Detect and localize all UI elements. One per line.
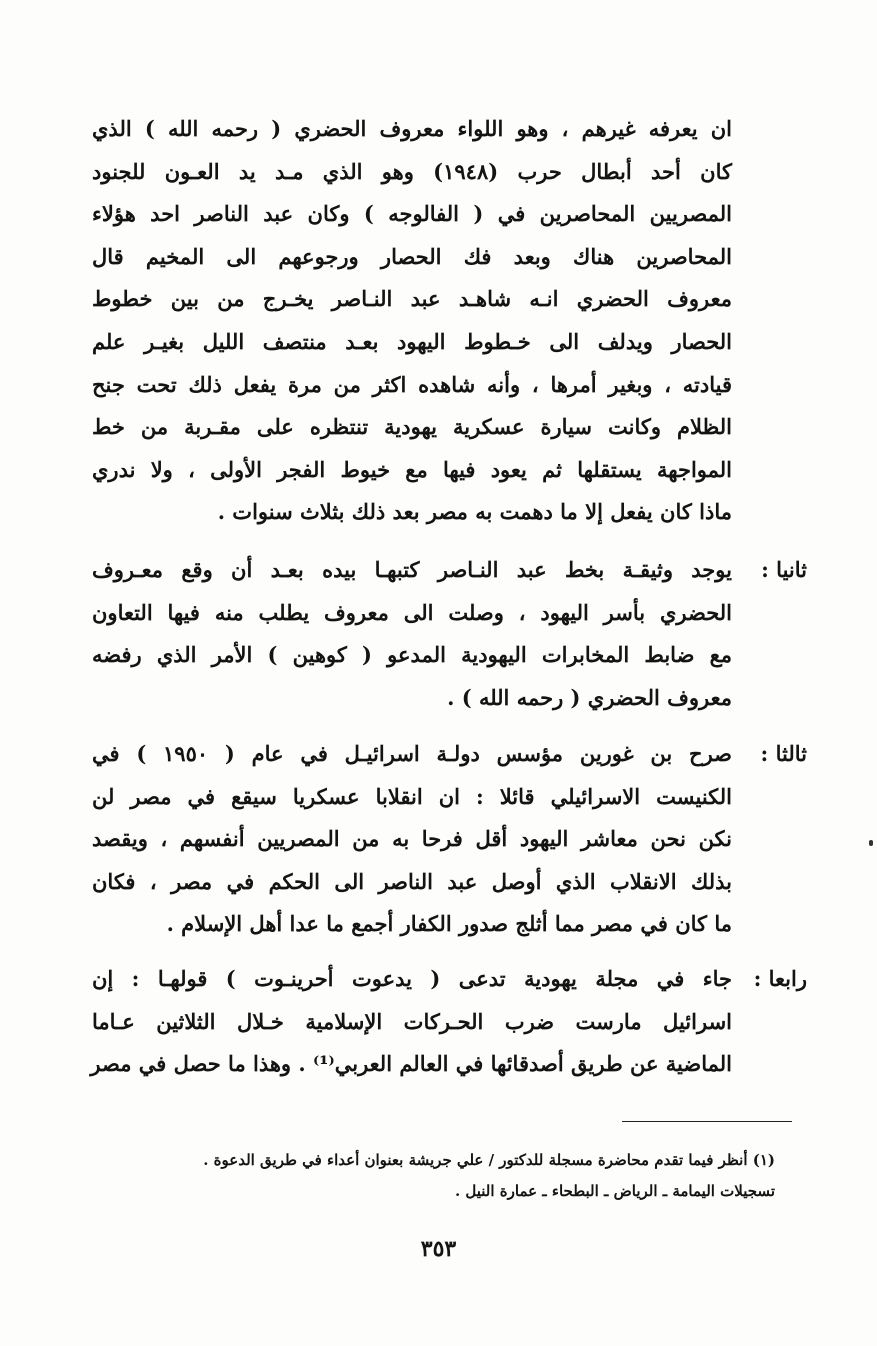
intro-paragraph (92, 108, 732, 534)
text-line: اسرائيل مارست ضرب الحـركات الإسلامية خـلال الثلاثين عـاما (92, 1008, 732, 1034)
text-line: معروف الحضري انـه شاهـد عبد النـاصر يخـرج من بين خطوط (92, 286, 732, 312)
text-line: مع ضابط المخابرات اليهودية المدعو ( كوهين ) الأمر الذي رفضه (92, 642, 732, 668)
text-line: الحصار ويدلف الى خـطوط اليهود بعـد منتصف الليل بغيـر علم (92, 328, 732, 354)
footnote-line: تسجيلات اليمامة ـ الرياض ـ البطحاء ـ عمارة النيل . (454, 1182, 775, 1200)
text-line: ما كان في مصر مما أثلج صدور الكفار أجمع ما عدا أهل الإسلام . (166, 911, 732, 937)
text-line: بذلك الانقلاب الذي أوصل عبد الناصر الى الحكم في مصر ، فكان (92, 868, 732, 894)
text-line: الماضية عن طريق أصدقائها في العالم العربي⁽¹⁾ . وهذا ما حصل في مصر (90, 1051, 732, 1077)
text-line: المواجهة يستقلها ثم يعود فيها مع خيوط الفجر الأولى ، ولا ندري (92, 456, 732, 482)
text-line: الكنيست الاسرائيلي قائلا : ان انقلابا عسكريا سيقع في مصر لن (92, 783, 732, 809)
section-body (92, 733, 732, 946)
text-line: الظلام وكانت سيارة عسكرية يهودية تنتظره على مقـربة من خط (92, 414, 732, 440)
section-fourth (92, 958, 807, 1086)
footnote-divider (622, 1121, 792, 1122)
text-line: ماذا كان يفعل إلا ما دهمت به مصر بعد ذلك بثلاث سنوات . (217, 499, 732, 525)
text-line: يوجد وثيقـة بخط عبد النـاصر كتبهـا بيده بعـد أن وقع معـروف (92, 557, 732, 582)
text-line: نكن نحن معاشر اليهود أقل فرحا به من المصريين أنفسهم ، ويقصد (92, 826, 732, 852)
scan-speck (869, 840, 873, 846)
section-label: ثالثا : (760, 741, 807, 766)
section-body (92, 549, 732, 719)
text-line: المصريين المحاصرين في ( الفالوجه ) وكان عبد الناصر احد هؤلاء (92, 201, 732, 227)
text-line: كان أحد أبطال حرب (١٩٤٨) وهو الذي مـد يد العـون للجنود (92, 158, 732, 184)
text-line: ان يعرفه غيرهم ، وهو اللواء معروف الحضري ( رحمه الله ) الذي (92, 116, 732, 141)
section-label: ثانيا : (761, 557, 807, 582)
text-line: المحاصرين هناك وبعد فك الحصار ورجوعهم الى المخيم قال (92, 243, 732, 269)
text-line: الحضري بأسر اليهود ، وصلت الى معروف يطلب منه فيها التعاون (92, 599, 732, 625)
text-line: جاء في مجلة يهودية تدعى ( يدعوت أحرينـوت ) قولهـا : إن (92, 966, 732, 991)
section-third (92, 733, 807, 946)
section-second (92, 549, 807, 719)
text-line: قيادته ، وبغير أمرها ، وأنه شاهده اكثر من مرة يفعل ذلك تحت جنح (92, 371, 732, 397)
text-line: معروف الحضري ( رحمه الله ) . (447, 684, 732, 710)
section-body (92, 958, 732, 1086)
footnote-line: (١) أنظر فيما تقدم محاضرة مسجلة للدكتور / علي جريشة بعنوان أعداء في طريق الدعوة . (203, 1151, 775, 1169)
text-line: صرح بن غورين مؤسس دولـة اسرائيـل في عام ( ١٩٥٠ ) في (92, 741, 732, 766)
section-label: رابعا : (753, 966, 807, 991)
page-number: ٣٥٣ (420, 1236, 457, 1262)
footnote (85, 1145, 775, 1207)
